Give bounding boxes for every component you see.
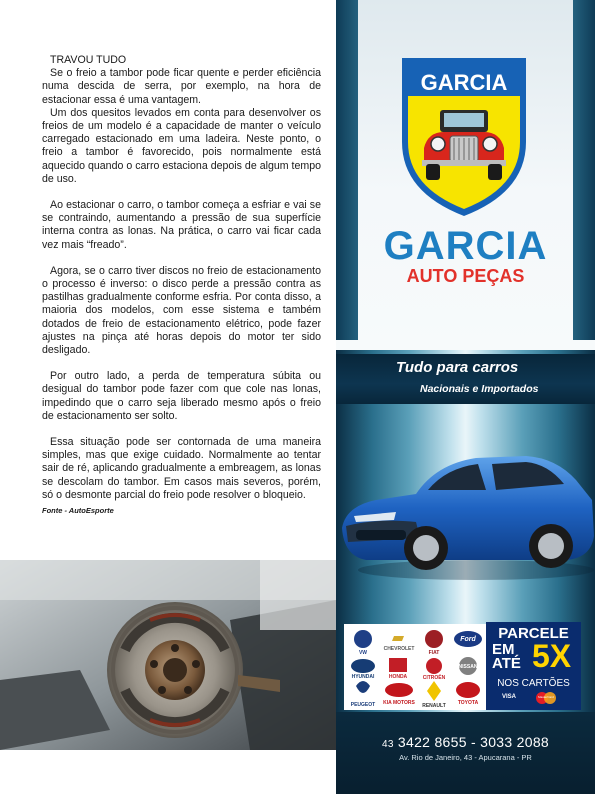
installments-line1: PARCELE [498, 625, 569, 642]
store-address: Av. Rio de Janeiro, 43 - Apucarana - PR [399, 753, 532, 762]
brand-hyundai: HYUNDAI [351, 674, 375, 680]
garcia-shield-logo [394, 52, 534, 220]
drum-brake-illustration [0, 560, 336, 750]
shield-text: GARCIA [420, 70, 508, 95]
brand-honda: HONDA [388, 674, 408, 680]
brand-kia: KIA MOTORS [383, 700, 415, 706]
article-paragraph-2: Um dos quesitos levados em conta para desenvolver os freios de um modelo é a capacidade de manter o veículo carregado estacionado em uma ladeira. Neste ponto, o freio a tambor é favorecido, pois normalmente está aquecido quando o carro estaciona depois de algum tempo de uso. [42, 106, 321, 185]
article-paragraph-5: Por outro lado, a perda de temperatura súbita ou desigual do tambor pode fazer com que cole nas lonas, impedindo que o carro seja liberado mesmo após o freio de estacionamento ser solto. [42, 370, 321, 422]
brand-vw: VW [358, 650, 368, 656]
brand-citroen: CITROËN [422, 675, 446, 681]
slogan-sub: Nacionais e Importados [420, 383, 539, 395]
installments-em: EM [492, 641, 515, 658]
visa-card: VISA [502, 694, 517, 700]
article-paragraph-1: Se o freio a tambor pode ficar quente e perder eficiência numa descida de serra, por exemplo, na hora de estacionar essa é uma vantagem. [42, 67, 321, 106]
brand-renault: RENAULT [422, 703, 446, 709]
article [42, 54, 321, 517]
installments-line3: NOS CARTÕES [497, 678, 570, 689]
article-heading: TRAVOU TUDO [50, 54, 127, 66]
garcia-ad-panel [336, 0, 595, 794]
car-brands-box [344, 624, 486, 710]
installments-line2 [492, 643, 521, 671]
installments-box [486, 622, 581, 710]
slogan-main: Tudo para carros [396, 359, 519, 376]
article-paragraph-3: Ao estacionar o carro, o tambor começa a esfriar e vai se se contraindo, aumentando a pressão de sua superfície interna contra as lonas. Na prática, o carro vai ficar cada vez mais “freado”. [42, 199, 321, 251]
phone-numbers [336, 734, 595, 750]
article-source: Fonte - AutoEsporte [42, 506, 114, 516]
brand-peugeot: PEUGEOT [350, 702, 376, 708]
brand-name: GARCIA [383, 224, 548, 268]
phone-list: 3422 8655 - 3033 2088 [397, 734, 550, 750]
installments-5x: 5X [532, 638, 572, 674]
brand-chevrolet: CHEVROLET [383, 646, 415, 652]
brand-nissan: NISSAN [458, 664, 478, 670]
brand-ford: Ford [460, 636, 476, 643]
blue-car-image [336, 418, 595, 588]
ad-left-stripe [336, 0, 358, 340]
mastercard-logo [536, 692, 562, 704]
drum-brake-photo [0, 560, 336, 750]
brand-subtitle: AUTO PEÇAS [406, 266, 525, 286]
article-paragraph-4: Agora, se o carro tiver discos no freio de estacionamento o processo é inverso: o disco perde a pressão contra as pastilhas gradualmente conforme esfria. Por conta disso, a maioria dos modelos, com esse sistema e também dotados de freio de estacionamento elétrico, pode fazer ajustes na pinça até horas depois do motor ter sido desligado. [42, 264, 321, 357]
ad-right-stripe [573, 0, 595, 340]
brand-fiat: FIAT [428, 650, 440, 656]
brand-toyota: TOYOTA [457, 700, 479, 706]
installments-ate: ATÉ [492, 655, 521, 672]
article-paragraph-6: Essa situação pode ser contornada de uma maneira simples, mas que exige cuidado. Normalmente ao tentar sair de ré, aplicando gradualmente a embreagem, as lonas se descolam do tambor. Em casos mais severos, porém, só o desmonte parcial do freio pode resolver o bloqueio. [42, 436, 321, 501]
mastercard-label: MasterCard [538, 695, 554, 699]
phone-area-code: 43 [381, 739, 394, 750]
